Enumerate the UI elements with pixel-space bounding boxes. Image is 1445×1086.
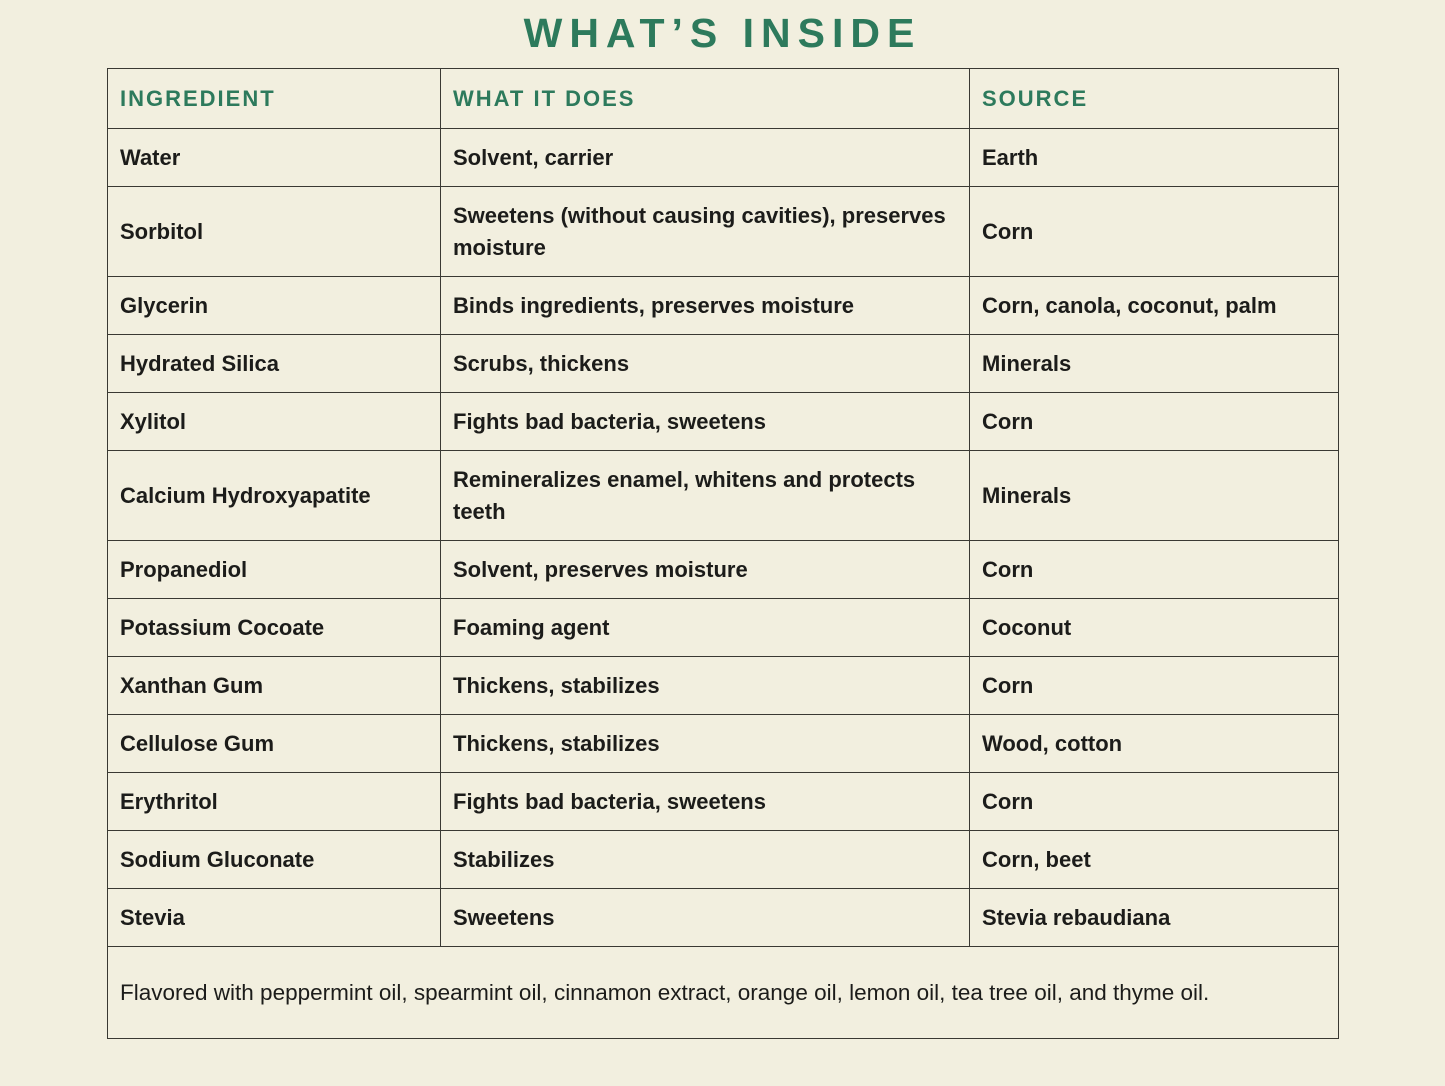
ingredients-table [107, 68, 1339, 1039]
table-row [108, 889, 1339, 947]
ingredient-cell: Potassium Cocoate [108, 599, 441, 657]
what-it-does-cell: Binds ingredients, preserves moisture [441, 277, 970, 335]
source-cell: Corn [970, 187, 1339, 277]
source-cell: Corn [970, 657, 1339, 715]
ingredient-cell: Stevia [108, 889, 441, 947]
table-footer-row [108, 947, 1339, 1039]
source-cell: Minerals [970, 335, 1339, 393]
source-cell: Coconut [970, 599, 1339, 657]
table-row [108, 277, 1339, 335]
what-it-does-cell: Foaming agent [441, 599, 970, 657]
ingredient-cell: Hydrated Silica [108, 335, 441, 393]
ingredient-cell: Water [108, 129, 441, 187]
source-cell: Corn [970, 773, 1339, 831]
what-it-does-cell: Sweetens (without causing cavities), preserves moisture [441, 187, 970, 277]
ingredient-cell: Glycerin [108, 277, 441, 335]
ingredient-cell: Calcium Hydroxyapatite [108, 451, 441, 541]
source-cell: Minerals [970, 451, 1339, 541]
ingredient-cell: Sodium Gluconate [108, 831, 441, 889]
source-cell: Stevia rebaudiana [970, 889, 1339, 947]
column-header-what-it-does: WHAT IT DOES [441, 69, 970, 129]
table-header-row [108, 69, 1339, 129]
what-it-does-cell: Fights bad bacteria, sweetens [441, 393, 970, 451]
ingredient-cell: Cellulose Gum [108, 715, 441, 773]
table-row [108, 773, 1339, 831]
table-row [108, 715, 1339, 773]
table-row [108, 831, 1339, 889]
source-cell: Corn, canola, coconut, palm [970, 277, 1339, 335]
what-it-does-cell: Solvent, carrier [441, 129, 970, 187]
table-row [108, 541, 1339, 599]
what-it-does-cell: Solvent, preserves moisture [441, 541, 970, 599]
source-cell: Wood, cotton [970, 715, 1339, 773]
table-row [108, 393, 1339, 451]
what-it-does-cell: Scrubs, thickens [441, 335, 970, 393]
source-cell: Corn [970, 541, 1339, 599]
source-cell: Earth [970, 129, 1339, 187]
column-header-source: SOURCE [970, 69, 1339, 129]
table-row [108, 129, 1339, 187]
what-it-does-cell: Stabilizes [441, 831, 970, 889]
ingredient-cell: Xanthan Gum [108, 657, 441, 715]
what-it-does-cell: Thickens, stabilizes [441, 657, 970, 715]
source-cell: Corn, beet [970, 831, 1339, 889]
what-it-does-cell: Thickens, stabilizes [441, 715, 970, 773]
table-row [108, 451, 1339, 541]
footer-note: Flavored with peppermint oil, spearmint oil, cinnamon extract, orange oil, lemon oil, tea tree oil, and thyme oil. [108, 947, 1339, 1039]
ingredient-cell: Erythritol [108, 773, 441, 831]
what-it-does-cell: Sweetens [441, 889, 970, 947]
ingredient-cell: Xylitol [108, 393, 441, 451]
source-cell: Corn [970, 393, 1339, 451]
page-title: WHAT’S INSIDE [523, 10, 922, 56]
what-it-does-cell: Remineralizes enamel, whitens and protects teeth [441, 451, 970, 541]
ingredient-cell: Propanediol [108, 541, 441, 599]
table-row [108, 657, 1339, 715]
column-header-ingredient: INGREDIENT [108, 69, 441, 129]
table-row [108, 599, 1339, 657]
table-row [108, 335, 1339, 393]
what-it-does-cell: Fights bad bacteria, sweetens [441, 773, 970, 831]
table-row [108, 187, 1339, 277]
ingredient-cell: Sorbitol [108, 187, 441, 277]
